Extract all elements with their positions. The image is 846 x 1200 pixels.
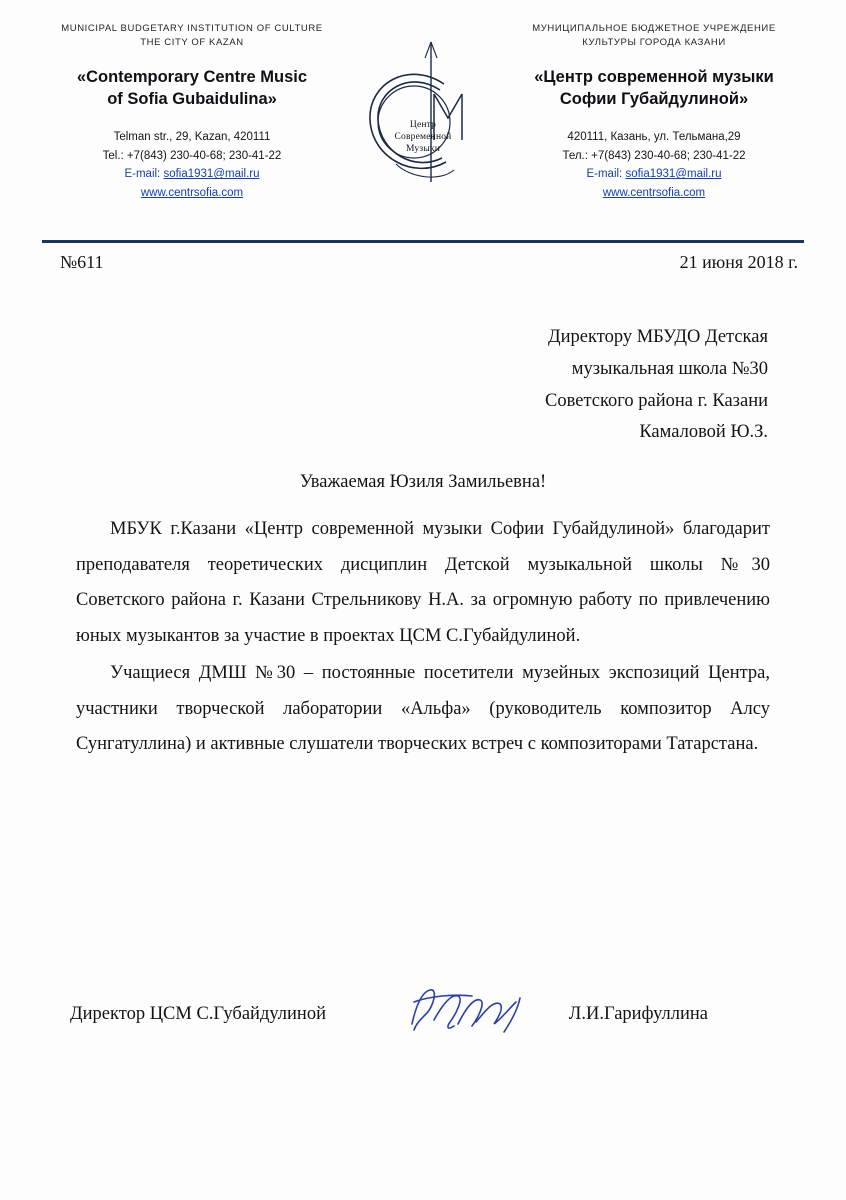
signatory-title: Директор ЦСМ С.Губайдулиной [70, 1004, 326, 1024]
document-number: №611 [60, 252, 104, 272]
header-divider [42, 240, 804, 243]
logo-caption-line3: Музыки [406, 143, 440, 154]
letterhead-left-phone: Tel.: +7(843) 230-40-68; 230-41-22 [102, 149, 282, 162]
letterhead-left-organization [42, 22, 342, 50]
addressee-line1: Директору МБУДО Детская [548, 327, 768, 347]
letterhead-left-address: Telman str., 29, Kazan, 420111 [113, 131, 271, 144]
letterhead-left-website-link[interactable]: www.centrsofia.com [140, 186, 244, 199]
letterhead-right-org-line1: МУНИЦИПАЛЬНОЕ БЮДЖЕТНОЕ УЧРЕЖДЕНИЕ [532, 23, 776, 34]
letterhead-right-phone: Тел.: +7(843) 230-40-68; 230-41-22 [562, 149, 746, 162]
letterhead-left-email-link[interactable]: sofia1931@mail.ru [163, 168, 260, 181]
letter-body [76, 512, 770, 765]
signature-block [70, 998, 776, 1058]
letterhead-right-name-line2: Софии Губайдулиной» [559, 89, 749, 108]
letterhead-right-address: 420111, Казань, ул. Тельмана,29 [567, 131, 741, 144]
letterhead-right-email-line [504, 165, 804, 184]
letterhead [0, 22, 846, 232]
reference-line [42, 252, 804, 280]
body-paragraph: Учащиеся ДМШ №30 – постоянные посетители музейных экспозиций Центра, участники творческой лаборатории «Альфа» (руководитель композитор Алсу Сунгатуллина) и активные слушатели творческих встреч с композиторами Татарстана. [76, 663, 770, 755]
letterhead-left-name [42, 66, 342, 111]
salutation: Уважаемая Юзиля Замильевна! [299, 472, 547, 492]
letterhead-right-organization [504, 22, 804, 50]
logo-caption-line1: Центр [409, 120, 437, 130]
letterhead-left-email-label: E-mail: [124, 168, 164, 181]
letterhead-left-org-line1: MUNICIPAL BUDGETARY INSTITUTION OF CULTURE [61, 23, 323, 34]
letterhead-right-block [504, 22, 804, 203]
signatory-name: Л.И.Гарифуллина [568, 1004, 708, 1024]
letterhead-left-contacts [42, 128, 342, 203]
letterhead-left-email-line [42, 165, 342, 184]
letterhead-right-email-link[interactable]: sofia1931@mail.ru [625, 168, 722, 181]
body-paragraph: МБУК г.Казани «Центр современной музыки Софии Губайдулиной» благодарит преподавателя теоретических дисциплин Детской музыкальной школы №30 Советского района г. Казани Стрельникову Н.А. за огромную работу по привлечению юных музыкантов за участие в проектах ЦСМ С.Губайдулиной. [76, 519, 770, 646]
letterhead-left-org-line2: THE CITY OF KAZAN [140, 36, 244, 48]
letterhead-left-name-line2: of Sofia Gubaidulina» [107, 89, 277, 108]
logo-caption [363, 120, 483, 156]
organization-logo [348, 32, 498, 207]
logo-caption-line2: Современной [394, 131, 452, 142]
document-date: 21 июня 2018 г. [679, 252, 798, 272]
addressee-block [438, 322, 768, 449]
letterhead-right-email-label: E-mail: [586, 168, 626, 181]
letterhead-right-name [504, 66, 804, 111]
letterhead-left-website-line [42, 184, 342, 203]
handwritten-signature [400, 980, 550, 1042]
letterhead-right-website-line [504, 184, 804, 203]
letterhead-left-block [42, 22, 342, 203]
addressee-line4: Камаловой Ю.З. [639, 422, 768, 443]
letterhead-right-website-link[interactable]: www.centrsofia.com [602, 186, 706, 199]
letterhead-left-name-line1: «Contemporary Centre Music [76, 67, 308, 86]
addressee-line2: музыкальная школа №30 [571, 358, 768, 379]
letterhead-right-name-line1: «Центр современной музыки [534, 67, 774, 86]
letterhead-right-contacts [504, 128, 804, 203]
addressee-line3: Советского района г. Казани [545, 390, 768, 411]
letterhead-right-org-line2: КУЛЬТУРЫ ГОРОДА КАЗАНИ [582, 36, 726, 48]
